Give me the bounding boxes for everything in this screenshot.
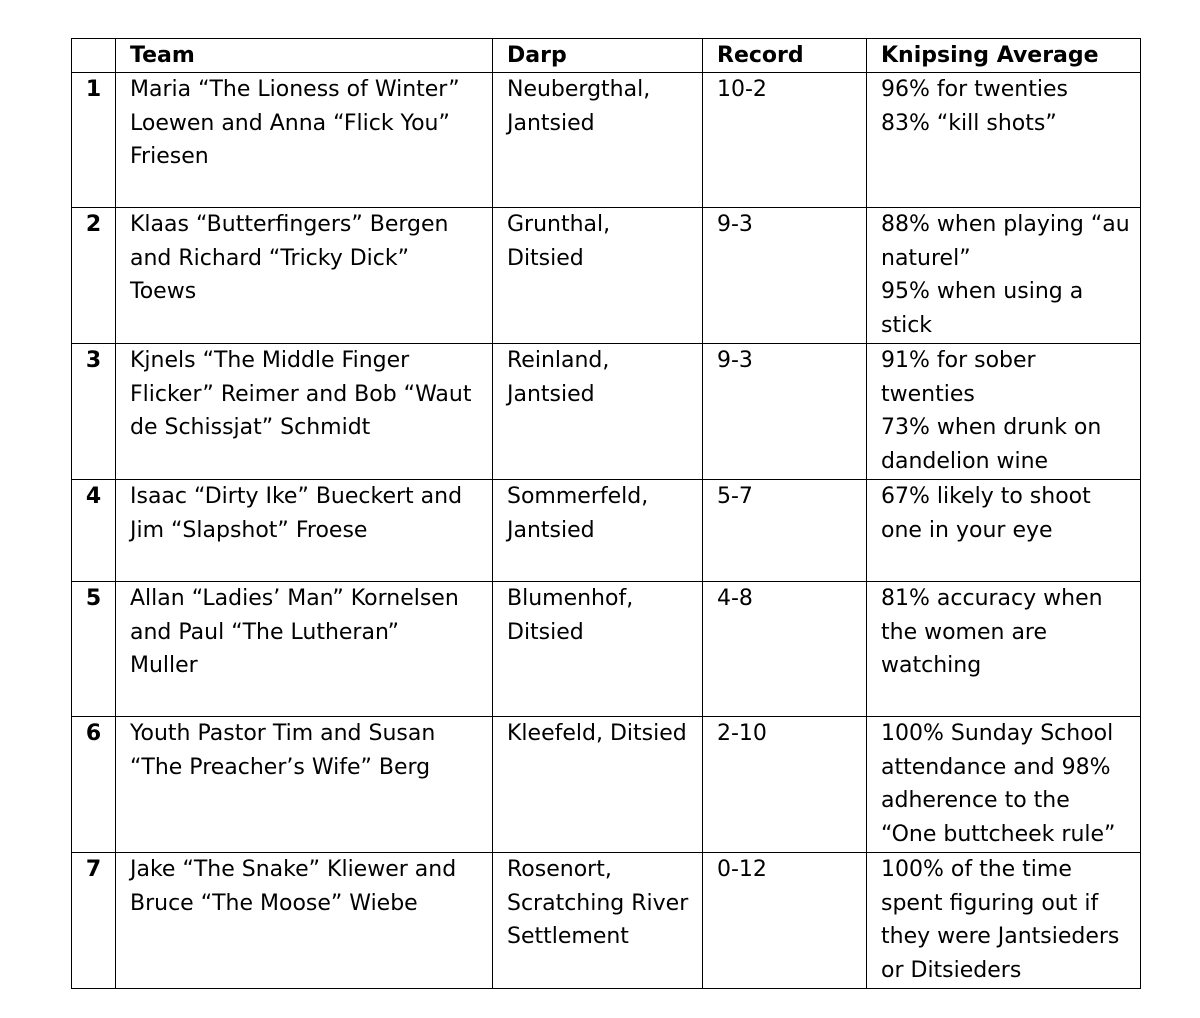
- darp-cell: [493, 208, 703, 344]
- average-cell: [867, 73, 1141, 208]
- average-line: they were Jantsieders: [881, 924, 1120, 950]
- average-line: 67% likely to shoot: [881, 483, 1091, 509]
- record-cell: 4-8: [703, 581, 867, 716]
- darp-line: Jantsied: [507, 110, 595, 136]
- average-line: 91% for sober: [881, 347, 1036, 373]
- average-line: 100% Sunday School: [881, 720, 1114, 746]
- team-cell: [116, 73, 493, 208]
- team-line: Jake “The Snake” Kliewer and: [130, 856, 457, 882]
- average-line: the women are: [881, 619, 1048, 645]
- team-line: Allan “Ladies’ Man” Kornelsen: [130, 585, 459, 611]
- header-darp: Darp: [493, 39, 703, 73]
- team-line: Maria “The Lioness of Winter”: [130, 77, 460, 102]
- table-row: [72, 208, 1141, 344]
- average-line: 81% accuracy when: [881, 585, 1103, 611]
- header-row: [72, 39, 1141, 73]
- average-line: adherence to the: [881, 788, 1070, 814]
- average-line: naturel”: [881, 245, 971, 271]
- average-line: 100% of the time: [881, 856, 1072, 882]
- darp-cell: [493, 343, 703, 479]
- table-row: [72, 581, 1141, 716]
- record-cell: 9-3: [703, 343, 867, 479]
- team-line: Bruce “The Moose” Wiebe: [130, 890, 418, 916]
- record-cell: 0-12: [703, 852, 867, 988]
- darp-cell: [493, 716, 703, 852]
- darp-line: Kleefeld, Ditsied: [507, 720, 687, 746]
- team-line: Klaas “Butterfingers” Bergen: [130, 212, 449, 237]
- table-row: [72, 716, 1141, 852]
- darp-cell: [493, 581, 703, 716]
- team-cell: [116, 852, 493, 988]
- team-line: Flicker” Reimer and Bob “Waut: [130, 381, 472, 407]
- darp-line: Jantsied: [507, 381, 595, 407]
- header-record: Record: [703, 39, 867, 73]
- team-cell: [116, 479, 493, 581]
- darp-line: Sommerfeld,: [507, 483, 649, 509]
- darp-cell: [493, 479, 703, 581]
- average-cell: [867, 479, 1141, 581]
- average-cell: [867, 343, 1141, 479]
- record-cell: 9-3: [703, 208, 867, 344]
- team-line: and Paul “The Lutheran”: [130, 619, 400, 645]
- average-cell: [867, 852, 1141, 988]
- darp-line: Ditsied: [507, 245, 584, 271]
- average-line: 95% when using a: [881, 279, 1084, 305]
- darp-line: Blumenhof,: [507, 585, 634, 611]
- header-average: Knipsing Average: [867, 39, 1141, 73]
- team-line: Youth Pastor Tim and Susan: [130, 720, 436, 746]
- average-line: or Ditsieders: [881, 957, 1022, 983]
- table-row: [72, 852, 1141, 988]
- record-cell: 5-7: [703, 479, 867, 581]
- average-line: 83% “kill shots”: [881, 110, 1057, 136]
- team-line: Jim “Slapshot” Froese: [130, 517, 368, 543]
- standings-table: [71, 38, 1141, 989]
- header-rank: [72, 39, 116, 73]
- rank-cell: 6: [72, 716, 116, 852]
- table-row: [72, 73, 1141, 208]
- table-row: [72, 479, 1141, 581]
- average-line: stick: [881, 313, 933, 339]
- team-cell: [116, 716, 493, 852]
- darp-line: Scratching River: [507, 890, 689, 916]
- header-team: Team: [116, 39, 493, 73]
- darp-line: Ditsied: [507, 619, 584, 645]
- average-line: spent figuring out if: [881, 890, 1099, 916]
- table-row: [72, 343, 1141, 479]
- team-cell: [116, 343, 493, 479]
- team-cell: [116, 581, 493, 716]
- team-line: Toews: [130, 279, 197, 305]
- average-line: 96% for twenties: [881, 77, 1068, 102]
- rank-cell: 4: [72, 479, 116, 581]
- average-cell: [867, 716, 1141, 852]
- team-line: Kjnels “The Middle Finger: [130, 347, 410, 373]
- darp-line: Neubergthal,: [507, 77, 651, 102]
- record-cell: 2-10: [703, 716, 867, 852]
- darp-cell: [493, 852, 703, 988]
- rank-cell: 7: [72, 852, 116, 988]
- average-cell: [867, 208, 1141, 344]
- average-line: “One buttcheek rule”: [881, 821, 1116, 847]
- rank-cell: 5: [72, 581, 116, 716]
- team-line: and Richard “Tricky Dick”: [130, 245, 410, 271]
- team-line: “The Preacher’s Wife” Berg: [130, 754, 431, 780]
- darp-line: Rosenort,: [507, 856, 612, 882]
- team-cell: [116, 208, 493, 344]
- team-line: Friesen: [130, 144, 209, 170]
- darp-line: Settlement: [507, 924, 629, 950]
- darp-line: Reinland,: [507, 347, 610, 373]
- record-cell: 10-2: [703, 73, 867, 208]
- average-line: attendance and 98%: [881, 754, 1111, 780]
- rank-cell: 3: [72, 343, 116, 479]
- rank-cell: 1: [72, 73, 116, 208]
- darp-line: Jantsied: [507, 517, 595, 543]
- team-line: Isaac “Dirty Ike” Bueckert and: [130, 483, 463, 509]
- average-line: twenties: [881, 381, 975, 407]
- average-cell: [867, 581, 1141, 716]
- average-line: dandelion wine: [881, 448, 1049, 474]
- team-line: Loewen and Anna “Flick You”: [130, 110, 450, 136]
- team-line: Muller: [130, 653, 198, 679]
- average-line: 88% when playing “au: [881, 212, 1130, 237]
- darp-cell: [493, 73, 703, 208]
- average-line: 73% when drunk on: [881, 415, 1102, 441]
- average-line: watching: [881, 653, 982, 679]
- rank-cell: 2: [72, 208, 116, 344]
- team-line: de Schissjat” Schmidt: [130, 415, 371, 441]
- average-line: one in your eye: [881, 517, 1053, 543]
- darp-line: Grunthal,: [507, 212, 611, 237]
